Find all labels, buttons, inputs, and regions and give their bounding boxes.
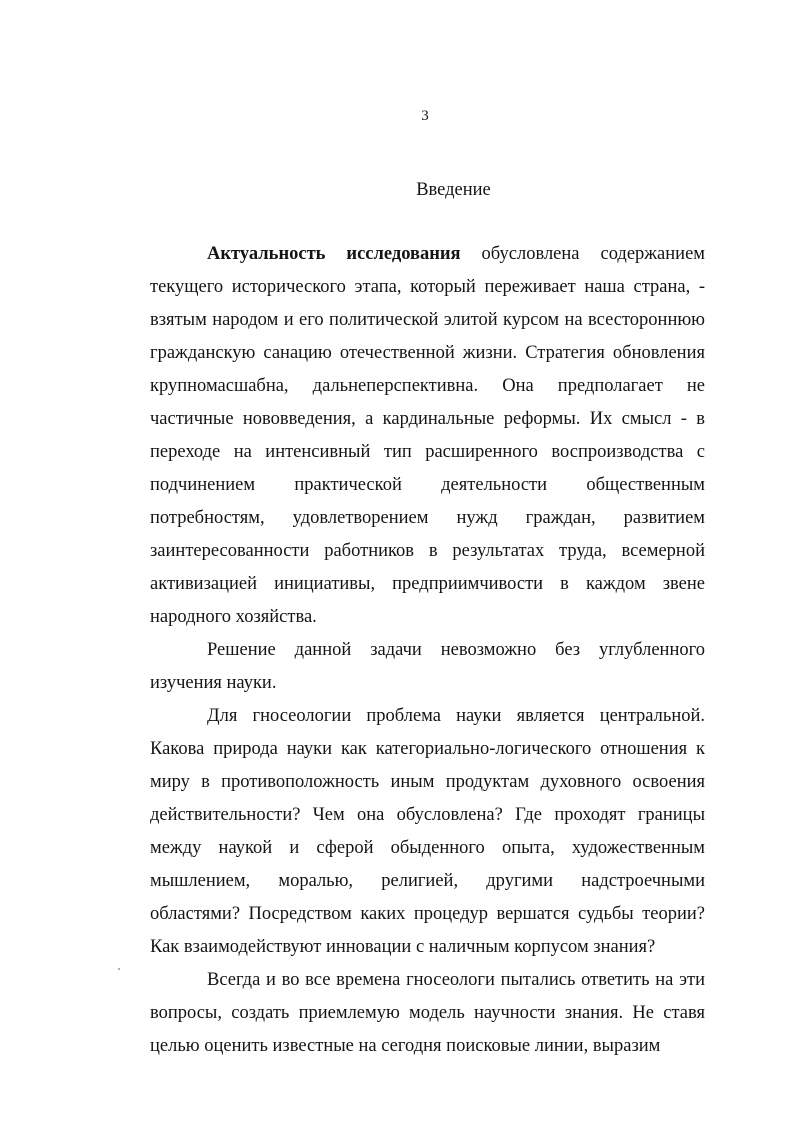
body-text	[150, 238, 705, 1063]
page-number: 3	[421, 108, 429, 124]
paragraph-always: Всегда и во все времена гносеологи пытались ответить на эти вопросы, создать приемлемую модель научности знания. Не ставя целью оценить известные на сегодня поисковые линии, выразим	[150, 970, 705, 1056]
paragraph-relevance	[150, 238, 705, 634]
relevance-lead: Актуальность исследования	[207, 244, 461, 264]
paragraph-gnoseology: Для гносеологии проблема науки является центральной. Какова природа науки как категориально-логического отношения к миру в противоположность иным продуктам духовного освоения действительности? Чем она обусловлена? Где проходят границы между наукой и сферой обыденного опыта, художественным мышлением, моралью, религией, другими надстроечными областями? Посредством каких процедур вершатся судьбы теории? Как взаимодействуют инновации с наличным корпусом знания?	[150, 706, 705, 957]
paragraph-task: Решение данной задачи невозможно без углубленного изучения науки.	[150, 640, 705, 693]
relevance-text: обусловлена содержанием текущего исторического этапа, который переживает наша страна, - взятым народом и его политической элитой курсом на всестороннюю гражданскую санацию отечественной жизни. Стратегия обновления крупномасшабна, дальнеперспективна. Она предполагает не частичные нововведения, а кардинальные реформы. Их смысл - в переходе на интенсивный тип расширенного воспроизводства с подчинением практической деятельности общественным потребностям, удовлетворением нужд граждан, развитием заинтересованности работников в результатах труда, всемерной активизацией инициативы, предприимчивости в каждом звене народного хозяйства.	[150, 244, 705, 627]
page-title: Введение	[416, 180, 491, 200]
scan-speck	[118, 968, 120, 970]
